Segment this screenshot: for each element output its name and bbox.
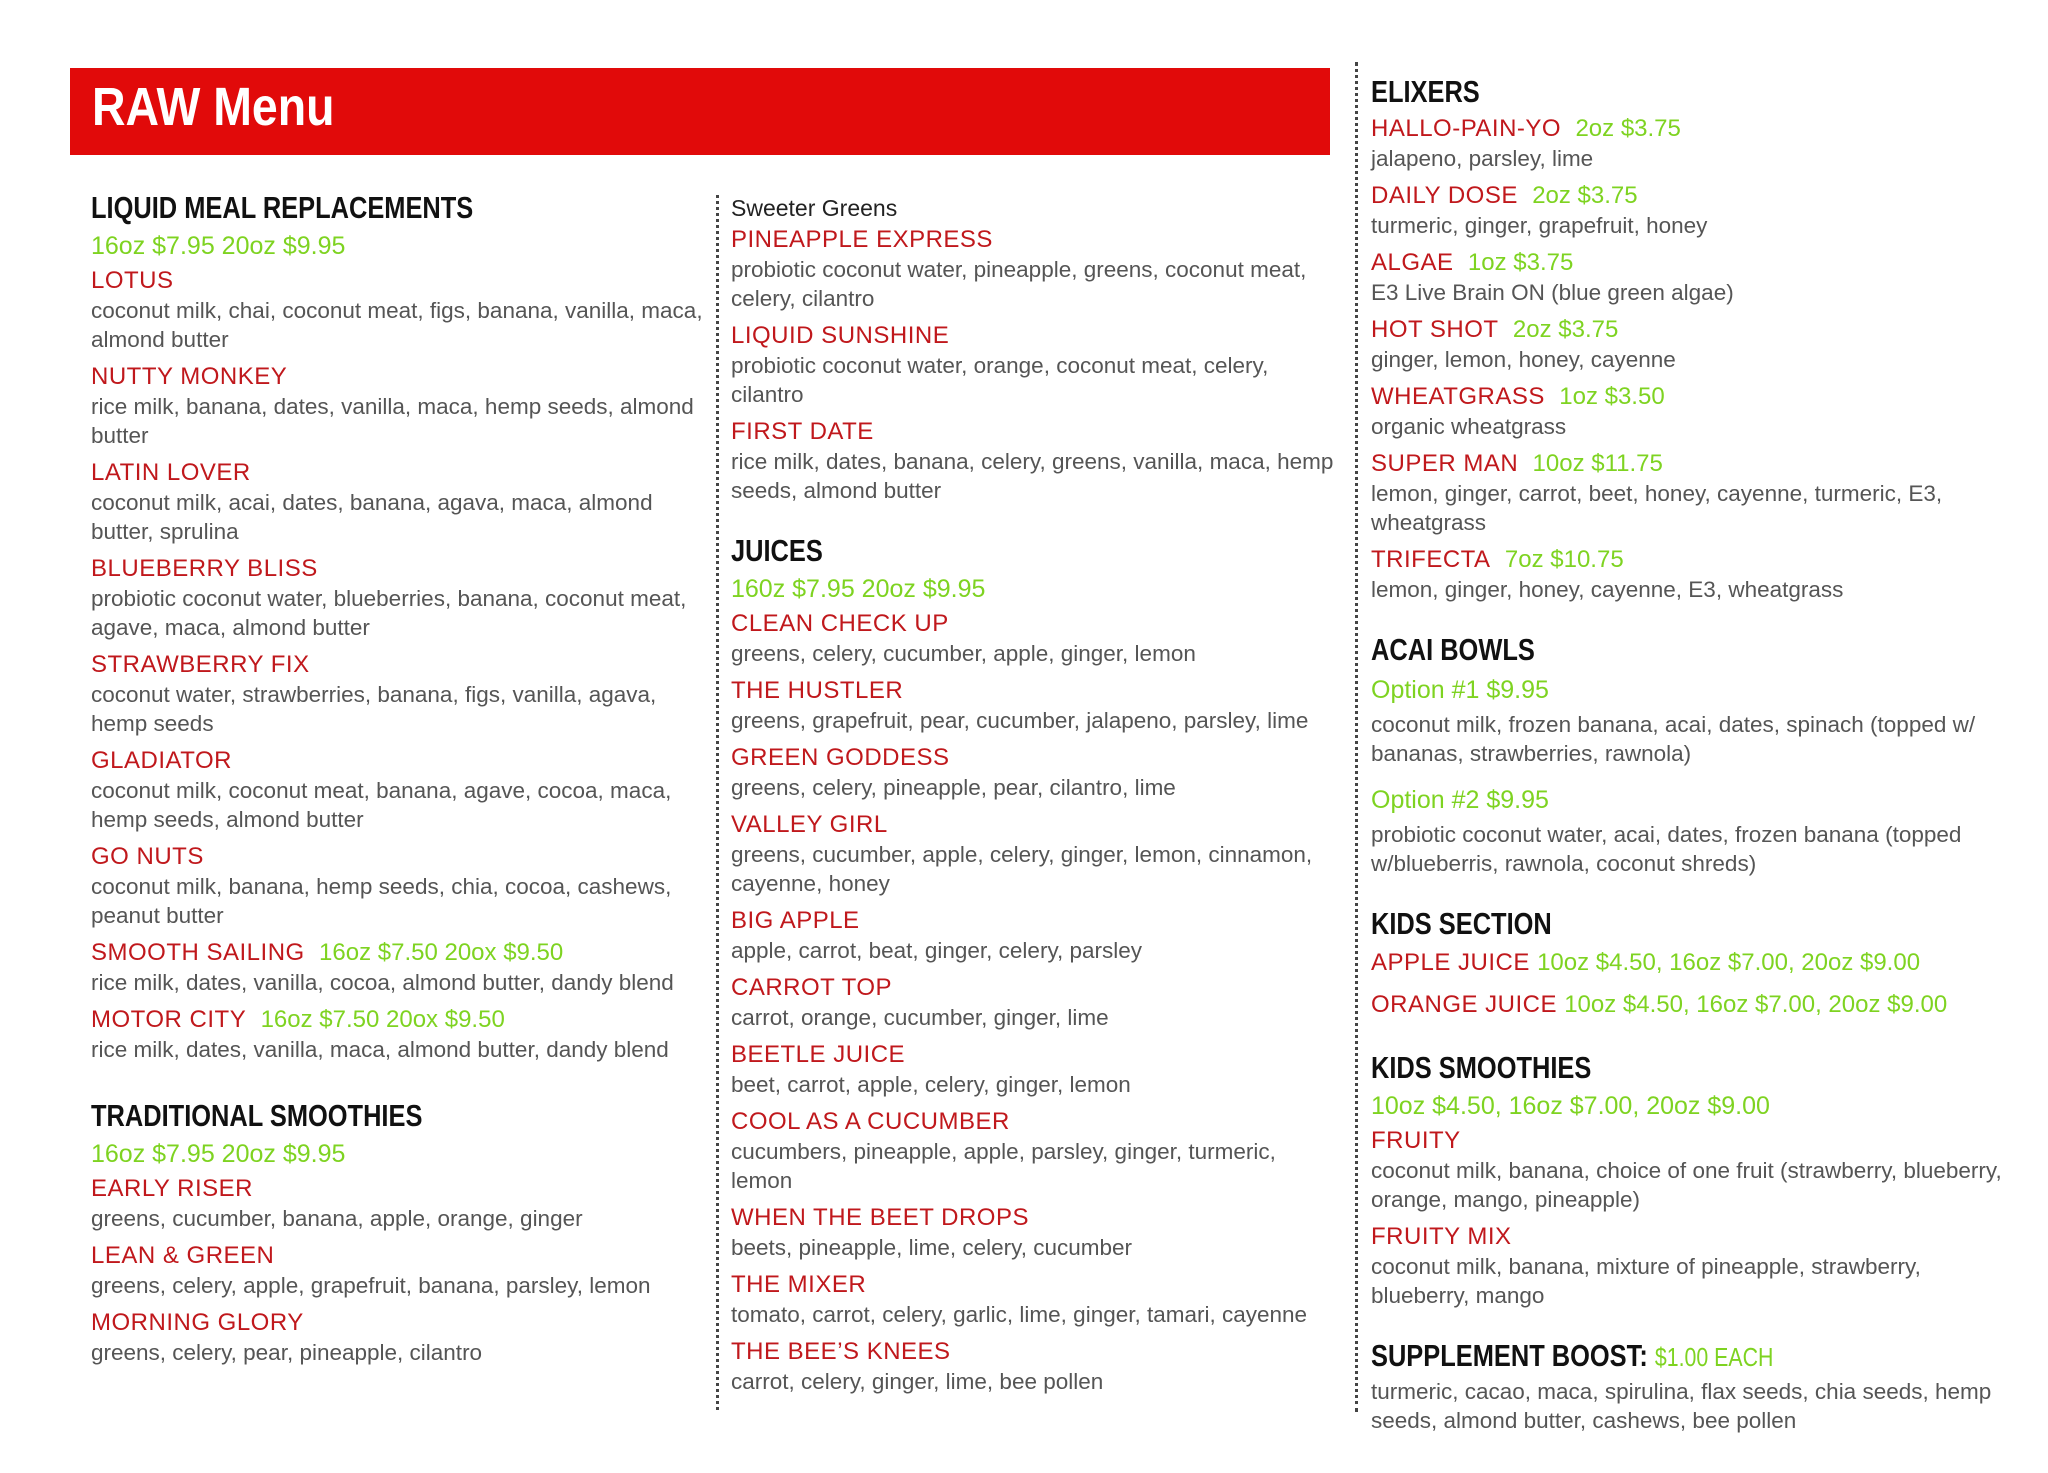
- item-name: STRAWBERRY FIX: [91, 651, 310, 678]
- item-price: 1oz $3.75: [1467, 249, 1574, 276]
- section-heading: SUPPLEMENT BOOST: $1.00 EACH: [1371, 1338, 1774, 1373]
- section-kids: [1371, 904, 2021, 1022]
- menu-item: [91, 1308, 711, 1367]
- section-traditional-smoothies: [91, 1096, 711, 1367]
- title-banner: [70, 68, 1330, 155]
- item-name: THE BEE’S KNEES: [731, 1338, 951, 1365]
- item-description: rice milk, banana, dates, vanilla, maca, hemp seeds, almond butter: [91, 394, 694, 448]
- item-name: HALLO-PAIN-YO 2oz $3.75: [1371, 115, 1681, 142]
- item-description: rice milk, dates, vanilla, maca, almond butter, dandy blend: [91, 1037, 669, 1062]
- item-name: MOTOR CITY 16oz $7.50 20ox $9.50: [91, 1006, 505, 1033]
- section-acai-bowls: [1371, 630, 2021, 878]
- item-description: rice milk, dates, banana, celery, greens, vanilla, maca, hemp seeds, almond butter: [731, 449, 1334, 503]
- item-description: greens, celery, pineapple, pear, cilantro, lime: [731, 775, 1176, 800]
- section-price: 160z $7.95 20oz $9.95: [731, 575, 986, 603]
- item-price: 2oz $3.75: [1512, 316, 1619, 343]
- item-price: 1oz $3.50: [1559, 383, 1665, 410]
- menu-column-2: [731, 193, 1336, 1422]
- menu-item: [91, 938, 711, 997]
- item-description: coconut milk, chai, coconut meat, figs, banana, vanilla, maca, almond butter: [91, 298, 703, 352]
- item-price: 10oz $4.50, 16oz $7.00, 20oz $9.00: [1564, 991, 1948, 1018]
- item-description: beet, carrot, apple, celery, ginger, lemon: [731, 1072, 1131, 1097]
- item-name: ORANGE JUICE 10oz $4.50, 16oz $7.00, 20oz $9.00: [1371, 991, 1948, 1018]
- section-price: 16oz $7.95 20oz $9.95: [91, 1140, 346, 1168]
- menu-item: [91, 1005, 711, 1064]
- menu-item: [91, 1174, 711, 1233]
- item-name: LEAN & GREEN: [91, 1242, 275, 1269]
- menu-item: [731, 676, 1336, 735]
- item-name: WHEATGRASS 1oz $3.50: [1371, 383, 1665, 410]
- menu-item: [1371, 181, 2021, 240]
- menu-column-1: [91, 188, 711, 1393]
- item-name: WHEN THE BEET DROPS: [731, 1204, 1029, 1231]
- menu-item: [731, 973, 1336, 1032]
- item-description: carrot, orange, cucumber, ginger, lime: [731, 1005, 1109, 1030]
- menu-item: [731, 810, 1336, 898]
- item-description: probiotic coconut water, pineapple, greens, coconut meat, celery, cilantro: [731, 257, 1307, 311]
- item-name: DAILY DOSE 2oz $3.75: [1371, 182, 1638, 209]
- item-description: jalapeno, parsley, lime: [1371, 146, 1594, 171]
- menu-item: [731, 1203, 1336, 1262]
- item-price: 7oz $10.75: [1504, 546, 1624, 573]
- menu-item: [1371, 1222, 2021, 1310]
- section-heading: KIDS SMOOTHIES: [1371, 1050, 1592, 1085]
- section-heading: ACAI BOWLS: [1371, 632, 1535, 667]
- item-price: 10oz $11.75: [1532, 450, 1663, 477]
- menu-item: [91, 458, 711, 546]
- item-name: CARROT TOP: [731, 974, 893, 1001]
- menu-item: [1371, 315, 2021, 374]
- item-price: 2oz $3.75: [1532, 182, 1638, 209]
- item-price: Option #2 $9.95: [1371, 786, 1549, 814]
- menu-title: RAW Menu: [92, 77, 335, 137]
- item-name: TRIFECTA 7oz $10.75: [1371, 546, 1624, 573]
- item-description: greens, celery, apple, grapefruit, banana, parsley, lemon: [91, 1273, 651, 1298]
- item-name: LIQUID SUNSHINE: [731, 322, 950, 349]
- item-name: BEETLE JUICE: [731, 1041, 906, 1068]
- item-description: coconut milk, frozen banana, acai, dates, spinach (topped w/ bananas, strawberries, rawnola): [1371, 712, 1976, 766]
- item-name: GLADIATOR: [91, 747, 232, 774]
- item-price: 16oz $7.50 20ox $9.50: [260, 1006, 505, 1033]
- item-description: apple, carrot, beat, ginger, celery, parsley: [731, 938, 1143, 963]
- menu-item: [1371, 382, 2021, 441]
- menu-item: [91, 842, 711, 930]
- item-description: organic wheatgrass: [1371, 414, 1567, 439]
- item-description: greens, cucumber, banana, apple, orange, ginger: [91, 1206, 583, 1231]
- section-liquid-meal-replacements: [91, 188, 711, 1064]
- menu-item: [91, 1241, 711, 1300]
- item-description: coconut milk, acai, dates, banana, agava, maca, almond butter, sprulina: [91, 490, 653, 544]
- menu-item: [1371, 114, 2021, 173]
- item-name: BLUEBERRY BLISS: [91, 555, 318, 582]
- section-sweeter-greens: [731, 193, 1336, 505]
- section-elixers: [1371, 72, 2021, 604]
- item-description: probiotic coconut water, blueberries, banana, coconut meat, agave, maca, almond butter: [91, 586, 687, 640]
- menu-item: [1371, 248, 2021, 307]
- menu-item: [91, 362, 711, 450]
- item-name: PINEAPPLE EXPRESS: [731, 226, 993, 253]
- menu-item: [1371, 782, 2021, 878]
- item-description: greens, grapefruit, pear, cucumber, jalapeno, parsley, lime: [731, 708, 1309, 733]
- item-name: NUTTY MONKEY: [91, 363, 288, 390]
- menu-item: [731, 1270, 1336, 1329]
- item-description: probiotic coconut water, acai, dates, frozen banana (topped w/blueberris, rawnola, coconut shreds): [1371, 822, 1962, 876]
- item-description: coconut milk, banana, choice of one fruit (strawberry, blueberry, orange, mango, pineapple): [1371, 1158, 2002, 1212]
- menu-item: [731, 906, 1336, 965]
- item-name: COOL AS A CUCUMBER: [731, 1108, 1010, 1135]
- item-name: FRUITY MIX: [1371, 1223, 1512, 1250]
- item-name: MORNING GLORY: [91, 1309, 304, 1336]
- item-description: greens, cucumber, apple, celery, ginger, lemon, cinnamon, cayenne, honey: [731, 842, 1313, 896]
- section-price: 16oz $7.95 20oz $9.95: [91, 232, 346, 260]
- section-heading: TRADITIONAL SMOOTHIES: [91, 1098, 423, 1133]
- item-description: ginger, lemon, honey, cayenne: [1371, 347, 1676, 372]
- item-price: Option #1 $9.95: [1371, 676, 1549, 704]
- item-name: ALGAE 1oz $3.75: [1371, 249, 1574, 276]
- item-name: LOTUS: [91, 267, 174, 294]
- menu-item: [731, 1337, 1336, 1396]
- section-heading: KIDS SECTION: [1371, 906, 1552, 941]
- item-name: THE HUSTLER: [731, 677, 904, 704]
- item-description: turmeric, ginger, grapefruit, honey: [1371, 213, 1708, 238]
- item-description: beets, pineapple, lime, celery, cucumber: [731, 1235, 1133, 1260]
- item-name: CLEAN CHECK UP: [731, 610, 949, 637]
- menu-item: [731, 1107, 1336, 1195]
- item-description: coconut milk, banana, mixture of pineapple, strawberry, blueberry, mango: [1371, 1254, 1921, 1308]
- item-name: VALLEY GIRL: [731, 811, 888, 838]
- menu-item: [1371, 946, 2021, 980]
- item-description: coconut milk, coconut meat, banana, agave, cocoa, maca, hemp seeds, almond butter: [91, 778, 672, 832]
- section-kids-smoothies: [1371, 1048, 2021, 1310]
- item-description: greens, celery, pear, pineapple, cilantro: [91, 1340, 483, 1365]
- item-description: E3 Live Brain ON (blue green algae): [1371, 280, 1734, 305]
- section-price: $1.00 EACH: [1654, 1342, 1774, 1372]
- item-description: cucumbers, pineapple, apple, parsley, ginger, turmeric, lemon: [731, 1139, 1276, 1193]
- item-name: BIG APPLE: [731, 907, 860, 934]
- section-heading: ELIXERS: [1371, 74, 1480, 109]
- column-divider: [716, 195, 719, 1410]
- menu-item: [1371, 449, 2021, 537]
- item-name: SUPER MAN 10oz $11.75: [1371, 450, 1663, 477]
- menu-item: [731, 743, 1336, 802]
- item-description: lemon, ginger, honey, cayenne, E3, wheatgrass: [1371, 577, 1844, 602]
- subsection-heading: Sweeter Greens: [731, 195, 898, 221]
- item-name: SMOOTH SAILING 16oz $7.50 20ox $9.50: [91, 939, 564, 966]
- menu-column-3: [1371, 72, 2021, 1461]
- menu-item: [91, 650, 711, 738]
- column-divider: [1355, 62, 1358, 1412]
- item-description: coconut water, strawberries, banana, figs, vanilla, agava, hemp seeds: [91, 682, 657, 736]
- item-name: EARLY RISER: [91, 1175, 254, 1202]
- section-heading: LIQUID MEAL REPLACEMENTS: [91, 190, 474, 225]
- item-name: THE MIXER: [731, 1271, 867, 1298]
- menu-item: [1371, 1126, 2021, 1214]
- item-description: carrot, celery, ginger, lime, bee pollen: [731, 1369, 1104, 1394]
- menu-item: [731, 609, 1336, 668]
- item-price: 10oz $4.50, 16oz $7.00, 20oz $9.00: [1537, 949, 1921, 976]
- item-description: probiotic coconut water, orange, coconut meat, celery, cilantro: [731, 353, 1269, 407]
- item-description: coconut milk, banana, hemp seeds, chia, cocoa, cashews, peanut butter: [91, 874, 672, 928]
- section-juices: [731, 531, 1336, 1396]
- item-name: FIRST DATE: [731, 418, 874, 445]
- section-supplement-boost: [1371, 1336, 2021, 1435]
- item-name: FRUITY: [1371, 1127, 1461, 1154]
- menu-item: [731, 417, 1336, 505]
- menu-item: [731, 321, 1336, 409]
- item-name: GREEN GODDESS: [731, 744, 950, 771]
- menu-item: [91, 554, 711, 642]
- item-name: LATIN LOVER: [91, 459, 251, 486]
- item-description: tomato, carrot, celery, garlic, lime, ginger, tamari, cayenne: [731, 1302, 1308, 1327]
- item-description: lemon, ginger, carrot, beet, honey, cayenne, turmeric, E3, wheatgrass: [1371, 481, 1943, 535]
- item-name: HOT SHOT 2oz $3.75: [1371, 316, 1619, 343]
- item-price: 2oz $3.75: [1575, 115, 1681, 142]
- section-heading: JUICES: [731, 533, 823, 568]
- menu-item: [91, 266, 711, 354]
- item-name: APPLE JUICE 10oz $4.50, 16oz $7.00, 20oz $9.00: [1371, 949, 1921, 976]
- item-price: 16oz $7.50 20ox $9.50: [319, 939, 564, 966]
- menu-item: [1371, 545, 2021, 604]
- item-description: greens, celery, cucumber, apple, ginger, lemon: [731, 641, 1196, 666]
- menu-item: [1371, 988, 2021, 1022]
- item-description: turmeric, cacao, maca, spirulina, flax seeds, chia seeds, hemp seeds, almond butter, cashews, bee pollen: [1371, 1379, 1992, 1433]
- menu-item: [1371, 672, 2021, 768]
- menu-item: [731, 225, 1336, 313]
- menu-item: [91, 746, 711, 834]
- menu-item: [731, 1040, 1336, 1099]
- item-description: rice milk, dates, vanilla, cocoa, almond butter, dandy blend: [91, 970, 674, 995]
- section-price: 10oz $4.50, 16oz $7.00, 20oz $9.00: [1371, 1092, 1770, 1120]
- item-name: GO NUTS: [91, 843, 204, 870]
